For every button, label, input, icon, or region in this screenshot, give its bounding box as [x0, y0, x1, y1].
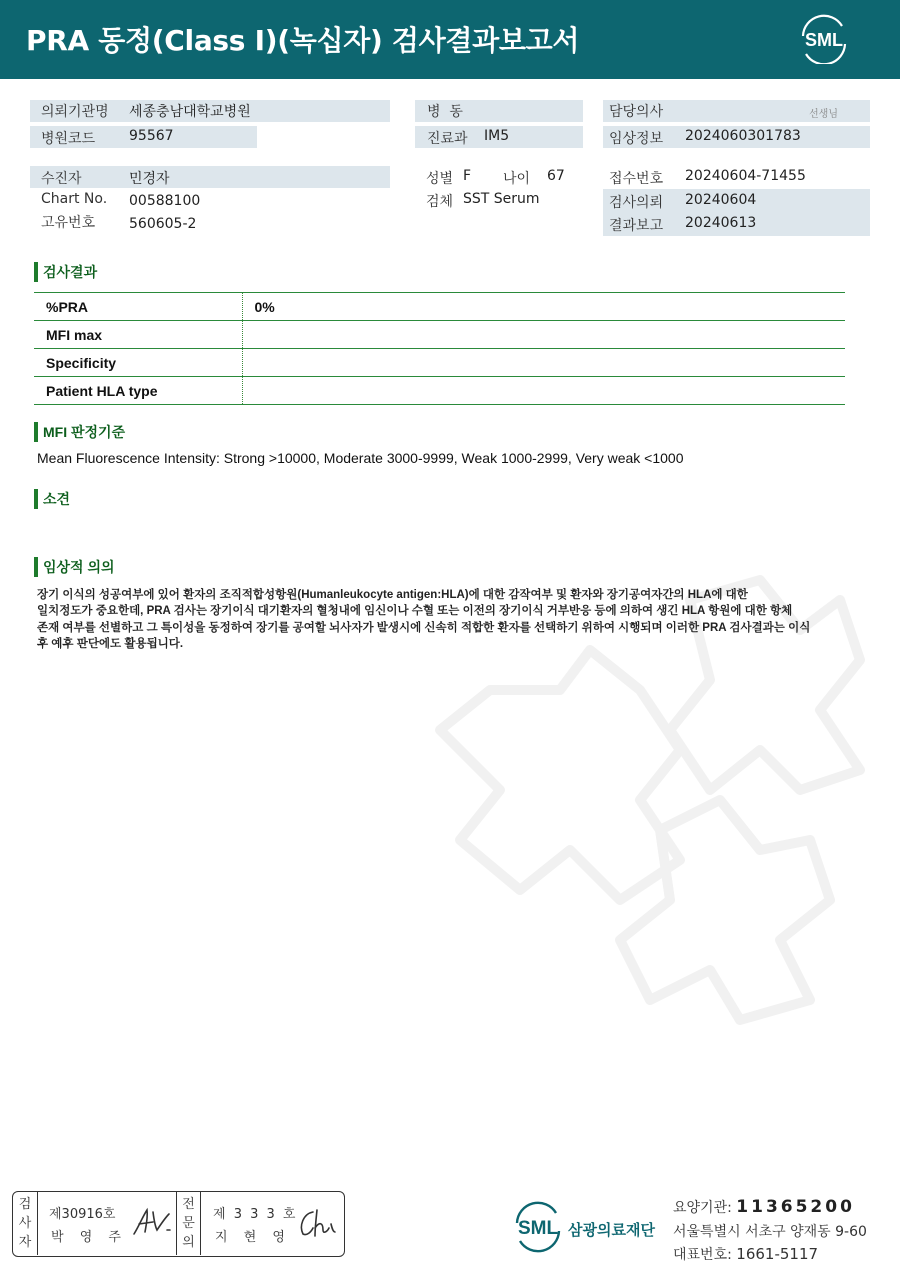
report-header — [0, 0, 900, 79]
specialist-signature-icon — [295, 1206, 339, 1240]
request-value: 20240604 — [685, 192, 757, 208]
clinical-line: 후 예후 판단에도 활용됩니다. — [37, 637, 184, 650]
unique-value: 560605-2 — [129, 216, 197, 232]
result-value: 0% — [242, 293, 845, 321]
clinical-line: 일치정도가 중요한데, PRA 검사는 장기이식 대기환자의 혈청내에 임신이나 수혈 또는 이전의 장기이식 거부반응 등에 의하여 생긴 HLA 항원에 대한 항체 — [37, 605, 793, 618]
examinee-box — [30, 166, 390, 188]
result-key: Specificity — [34, 349, 242, 377]
org-name: 삼광의료재단 — [568, 1221, 655, 1239]
result-key: %PRA — [34, 293, 242, 321]
mfi-heading: MFI 판정기준 — [34, 422, 125, 442]
doctor-suffix: 선생님 — [809, 109, 838, 120]
results-table — [34, 292, 845, 405]
specialist-name: 지 현 영 — [215, 1230, 291, 1245]
ward-label: 병 동 — [427, 104, 463, 120]
phone-line — [673, 1244, 818, 1264]
hospital-code-label: 병원코드 — [41, 131, 96, 147]
table-row — [34, 321, 845, 349]
age-value: 67 — [547, 168, 565, 184]
sml-footer-logo-icon — [512, 1199, 564, 1255]
specialist-label: 전문의 — [176, 1192, 201, 1255]
result-value — [242, 377, 845, 405]
phone-label: 대표번호: — [673, 1247, 732, 1263]
table-row — [34, 377, 845, 405]
tester-label: 검사자 — [13, 1192, 38, 1255]
specimen-label: 검체 — [426, 194, 454, 210]
result-value — [242, 321, 845, 349]
hospital-code-value: 95567 — [129, 128, 174, 144]
institution-code: 11365200 — [736, 1197, 855, 1217]
tester-name: 박 영 주 — [51, 1230, 127, 1245]
receipt-label: 접수번호 — [609, 171, 664, 187]
clinical-info-label: 임상정보 — [609, 131, 664, 147]
sex-label: 성별 — [426, 171, 454, 187]
receipt-value: 20240604-71455 — [685, 168, 806, 184]
institution-code-label: 요양기관: — [673, 1200, 732, 1216]
specialist-number: 제 3 3 3 호 — [213, 1207, 298, 1222]
result-key: MFI max — [34, 321, 242, 349]
address: 서울특별시 서초구 양재동 9-60 — [673, 1224, 867, 1240]
tester-number: 제30916호 — [49, 1207, 116, 1222]
report-value: 20240613 — [685, 215, 757, 231]
department-label: 진료과 — [427, 131, 468, 147]
clinical-heading: 임상적 의의 — [34, 557, 115, 577]
chart-label: Chart No. — [41, 191, 108, 207]
phone-number: 1661-5117 — [736, 1245, 819, 1263]
sml-logo-icon — [797, 14, 851, 64]
opinion-heading: 소견 — [34, 489, 70, 509]
signature-box — [12, 1191, 345, 1257]
specimen-value: SST Serum — [463, 191, 540, 207]
age-label: 나이 — [503, 171, 531, 187]
table-row — [34, 293, 845, 321]
sex-value: F — [463, 168, 472, 184]
institution-label: 의뢰기관명 — [41, 104, 109, 120]
results-heading: 검사결과 — [34, 262, 97, 282]
institution-code-line — [673, 1197, 855, 1217]
examinee-value: 민경자 — [129, 171, 170, 187]
clinical-line: 존재 여부를 선별하고 그 특이성을 동정하여 장기를 공여할 뇌사자가 발생시에 신속히 적합한 환자를 선택하기 위하여 시행되며 이러한 PRA 검사결과는 이식 — [37, 621, 811, 634]
chart-value: 00588100 — [129, 193, 201, 209]
department-value: IM5 — [484, 128, 510, 144]
clinical-text — [37, 587, 843, 652]
mfi-criteria-text: Mean Fluorescence Intensity: Strong >10000, Moderate 3000-9999, Weak 1000-2999, Very weak <1000 — [37, 450, 684, 466]
report-label: 결과보고 — [609, 218, 664, 234]
result-value — [242, 349, 845, 377]
footer-logo-text: SML — [517, 1218, 559, 1239]
result-key: Patient HLA type — [34, 377, 242, 405]
institution-value: 세종충남대학교병원 — [129, 104, 251, 120]
tester-signature-icon — [131, 1204, 175, 1240]
doctor-label: 담당의사 — [609, 104, 664, 120]
report-title: PRA 동정(Class I)(녹십자) 검사결과보고서 — [26, 24, 580, 57]
logo-text: SML — [805, 30, 843, 50]
clinical-line: 장기 이식의 성공여부에 있어 환자의 조직적합성항원(Humanleukocyte antigen:HLA)에 대한 감작여부 및 환자와 장기공여자간의 HLA에 대한 — [37, 589, 748, 601]
examinee-label: 수진자 — [41, 171, 82, 187]
request-label: 검사의뢰 — [609, 195, 664, 211]
table-row — [34, 349, 845, 377]
clinical-info-value: 2024060301783 — [685, 128, 801, 144]
unique-label: 고유번호 — [41, 215, 96, 231]
